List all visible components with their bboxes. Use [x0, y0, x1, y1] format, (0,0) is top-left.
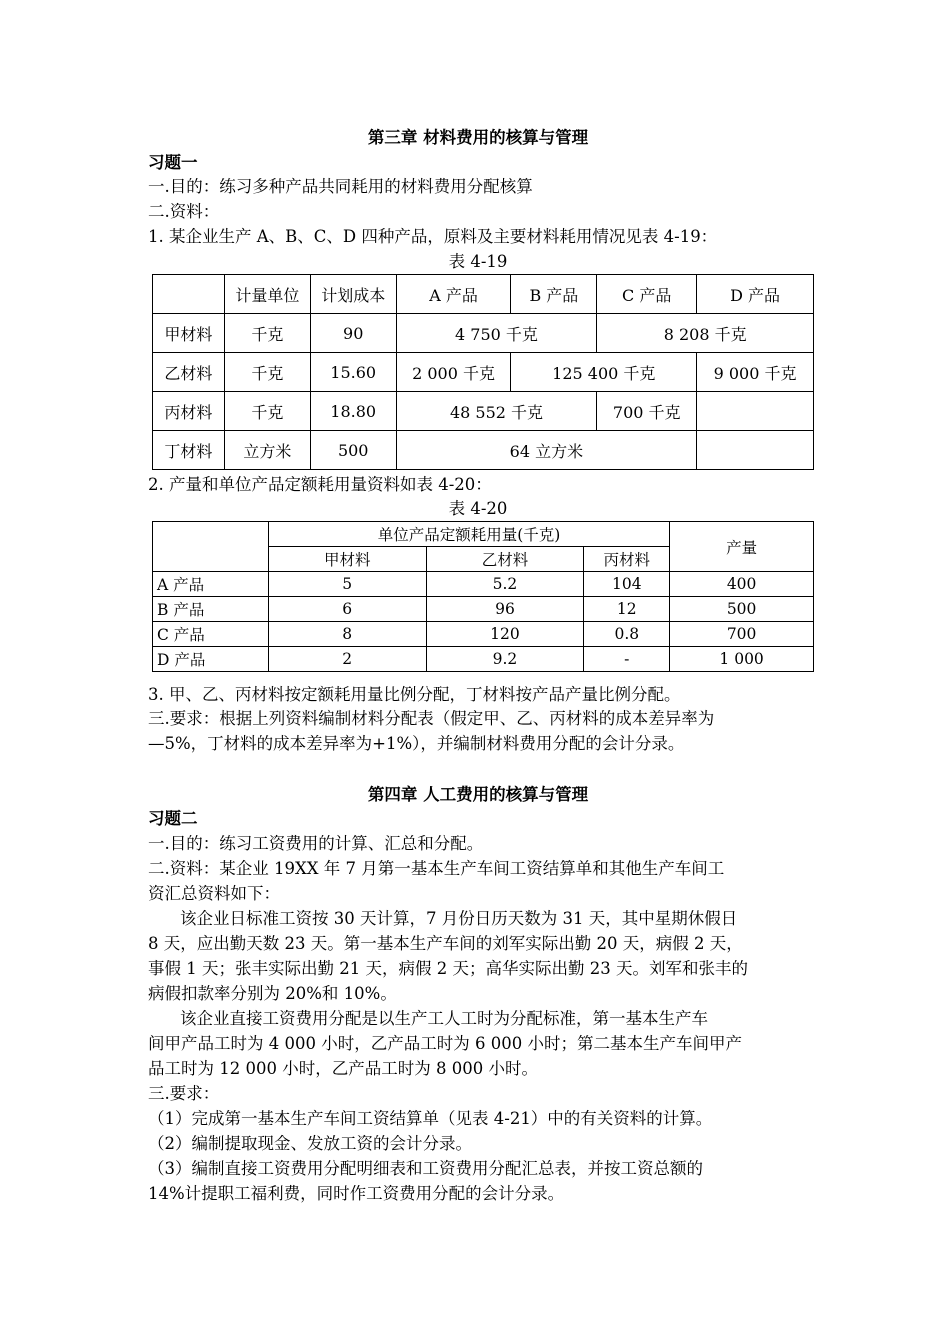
table-cell: 12 [584, 597, 670, 622]
chapter4-title: 第四章 人工费用的核算与管理 [367, 785, 589, 804]
paragraph1-line1: 该企业日标准工资按 30 天计算，7 月份日历天数为 31 天，其中星期休假日 [180, 909, 738, 928]
table-cell: D 产品 [153, 647, 269, 672]
table-cell [697, 392, 814, 431]
table-cell: 2 000 千克 [396, 353, 511, 392]
table-cell: 125 400 千克 [511, 353, 697, 392]
table-cell: 8 [268, 622, 426, 647]
table-cell: 丁材料 [153, 431, 225, 470]
exercise1-heading: 习题一 [148, 153, 198, 172]
table-cell: 48 552 千克 [396, 392, 597, 431]
table-cell: 立方米 [224, 431, 310, 470]
exercise2-data-line1: 二.资料：某企业 19XX 年 7 月第一基本生产车间工资结算单和其他生产车间工 [148, 859, 725, 878]
table-cell: 5.2 [426, 572, 584, 597]
table-row [153, 353, 814, 392]
table-cell: C 产品 [597, 275, 697, 314]
table-cell: 千克 [224, 392, 310, 431]
table-cell: 500 [310, 431, 396, 470]
table-cell: 96 [426, 597, 584, 622]
table-cell: C 产品 [153, 622, 269, 647]
table-cell: 18.80 [310, 392, 396, 431]
table-cell: 丙材料 [153, 392, 225, 431]
exercise1-requirement-line2: —5%，丁材料的成本差异率为+1%），并编制材料费用分配的会计分录。 [148, 734, 685, 753]
table-cell: 8 208 千克 [597, 314, 814, 353]
table-cell: - [584, 647, 670, 672]
table-row [153, 597, 814, 622]
table-cell: 计量单位 [224, 275, 310, 314]
table-cell: 9 000 千克 [697, 353, 814, 392]
exercise1-requirement-line1: 三.要求：根据上列资料编制材料分配表（假定甲、乙、丙材料的成本差异率为 [148, 709, 715, 728]
paragraph2-line2: 间甲产品工时为 4 000 小时，乙产品工时为 6 000 小时；第二基本生产车间甲产 [148, 1034, 742, 1053]
table-cell: 乙材料 [153, 353, 225, 392]
table-cell [153, 275, 225, 314]
requirement-item3-line1: （3）编制直接工资费用分配明细表和工资费用分配汇总表，并按工资总额的 [148, 1159, 703, 1178]
paragraph1-line2: 8 天，应出勤天数 23 天。第一基本生产车间的刘军实际出勤 20 天，病假 2 天， [148, 934, 743, 953]
table-cell: A 产品 [396, 275, 511, 314]
table-row [153, 647, 814, 672]
table-cell: 400 [670, 572, 814, 597]
table-cell: A 产品 [153, 572, 269, 597]
table-cell: 700 [670, 622, 814, 647]
exercise1-purpose: 一.目的：练习多种产品共同耗用的材料费用分配核算 [148, 177, 533, 196]
table-cell: B 产品 [153, 597, 269, 622]
table419-caption: 表 4-19 [448, 252, 508, 271]
table-cell: 产量 [670, 522, 814, 572]
table-cell: 甲材料 [153, 314, 225, 353]
table-cell [697, 431, 814, 470]
table420-caption: 表 4-20 [448, 499, 508, 518]
exercise1-data-heading: 二.资料： [148, 202, 220, 221]
table-cell: 0.8 [584, 622, 670, 647]
requirement-item1: （1）完成第一基本生产车间工资结算单（见表 4-21）中的有关资料的计算。 [148, 1109, 713, 1128]
exercise1-item1: 1. 某企业生产 A、B、C、D 四种产品，原料及主要材料耗用情况见表 4-19： [148, 227, 718, 246]
table-row [153, 392, 814, 431]
table-cell: 104 [584, 572, 670, 597]
exercise2-data-line2: 资汇总资料如下： [148, 884, 280, 903]
table-cell: 千克 [224, 353, 310, 392]
exercise1-item2: 2. 产量和单位产品定额耗用量资料如表 4-20： [148, 475, 492, 494]
table-cell: 乙材料 [426, 547, 584, 572]
table-cell: 120 [426, 622, 584, 647]
paragraph2-line3: 品工时为 12 000 小时，乙产品工时为 8 000 小时。 [148, 1059, 538, 1078]
table-cell: 1 000 [670, 647, 814, 672]
exercise1-item3: 3. 甲、乙、丙材料按定额耗用量比例分配，丁材料按产品产量比例分配。 [148, 685, 681, 704]
table-cell: 丙材料 [584, 547, 670, 572]
table-4-19 [152, 274, 814, 470]
table-row [153, 572, 814, 597]
table-cell: 5 [268, 572, 426, 597]
table-cell: 90 [310, 314, 396, 353]
table-row [153, 522, 814, 547]
table-cell: 9.2 [426, 647, 584, 672]
table-cell: 计划成本 [310, 275, 396, 314]
table-cell: 4 750 千克 [396, 314, 597, 353]
requirement-item3-line2: 14%计提职工福利费，同时作工资费用分配的会计分录。 [148, 1184, 565, 1203]
table-cell: 500 [670, 597, 814, 622]
table-row [153, 622, 814, 647]
table-cell: 千克 [224, 314, 310, 353]
table-cell: 64 立方米 [396, 431, 696, 470]
table-cell: D 产品 [697, 275, 814, 314]
exercise2-requirement-heading: 三.要求： [148, 1084, 220, 1103]
table-cell: 甲材料 [268, 547, 426, 572]
table-row [153, 431, 814, 470]
exercise2-heading: 习题二 [148, 809, 198, 828]
table-cell: 单位产品定额耗用量(千克) [268, 522, 669, 547]
table-cell: B 产品 [511, 275, 597, 314]
paragraph2-line1: 该企业直接工资费用分配是以生产工人工时为分配标准，第一基本生产车 [180, 1009, 708, 1028]
table-row [153, 314, 814, 353]
table-cell: 700 千克 [597, 392, 697, 431]
table-row [153, 275, 814, 314]
chapter3-title: 第三章 材料费用的核算与管理 [367, 128, 589, 147]
table-cell: 6 [268, 597, 426, 622]
exercise2-purpose: 一.目的：练习工资费用的计算、汇总和分配。 [148, 834, 484, 853]
table-4-20 [152, 521, 814, 672]
requirement-item2: （2）编制提取现金、发放工资的会计分录。 [148, 1134, 472, 1153]
table-cell: 2 [268, 647, 426, 672]
table-cell [153, 522, 269, 572]
paragraph1-line4: 病假扣款率分别为 20%和 10%。 [148, 984, 397, 1003]
paragraph1-line3: 事假 1 天；张丰实际出勤 21 天，病假 2 天；高华实际出勤 23 天。刘军和张丰的 [148, 959, 748, 978]
table-cell: 15.60 [310, 353, 396, 392]
